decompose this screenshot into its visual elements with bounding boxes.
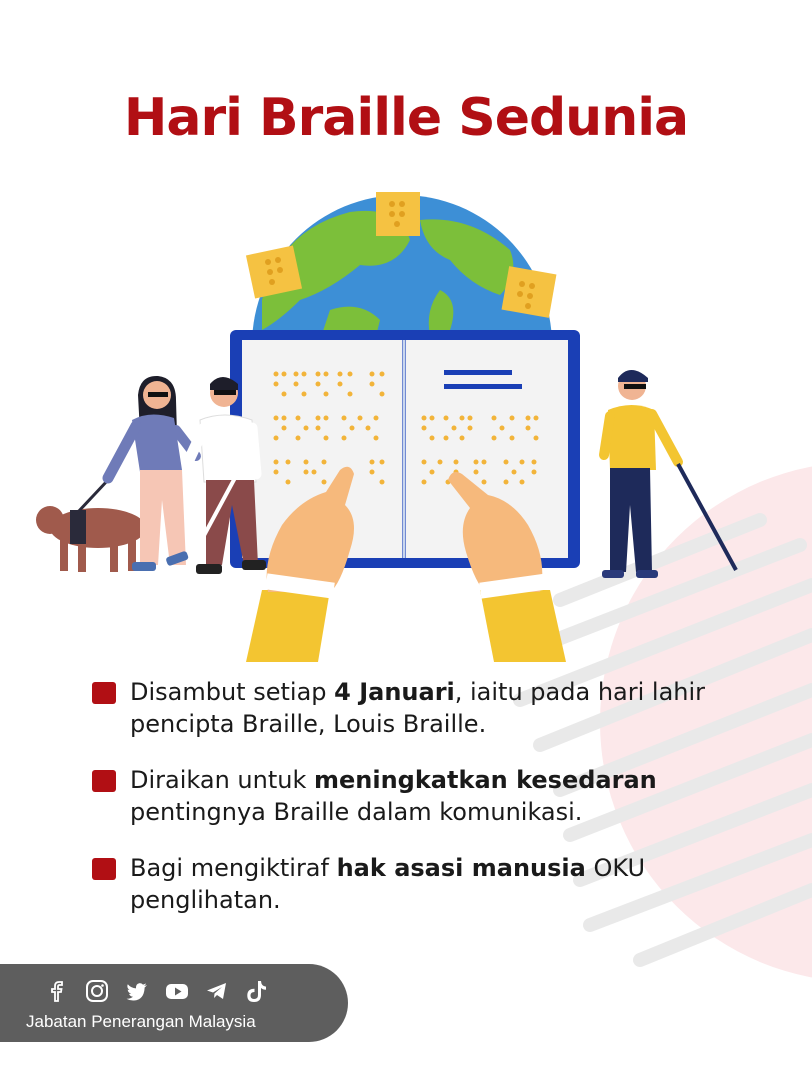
footer-bar xyxy=(0,964,348,1042)
info-bullet-list xyxy=(92,676,752,940)
bullet-marker xyxy=(92,682,116,704)
telegram-icon[interactable] xyxy=(204,978,230,1004)
youtube-icon[interactable] xyxy=(164,978,190,1004)
tiktok-icon[interactable] xyxy=(244,978,270,1004)
bullet-text-pre: Diraikan untuk xyxy=(130,766,314,794)
bullet-text-post: , iaitu pada hari lahir pencipta Braille, Louis Braille. xyxy=(130,678,706,738)
facebook-icon[interactable] xyxy=(44,978,70,1004)
bullet-text-pre: Disambut setiap xyxy=(130,678,335,706)
bullet-marker xyxy=(92,770,116,792)
page-title: Hari Braille Sedunia xyxy=(123,88,689,148)
bullet-item xyxy=(92,852,752,916)
twitter-icon[interactable] xyxy=(124,978,150,1004)
bullet-text-bold: meningkatkan kesedaran xyxy=(313,766,657,794)
bullet-item xyxy=(92,764,752,828)
bullet-text-bold: hak asasi manusia xyxy=(336,854,586,882)
man-with-cane-right xyxy=(602,370,736,578)
footer-label: Jabatan Penerangan Malaysia xyxy=(26,1012,256,1031)
social-icons xyxy=(44,978,270,1004)
bullet-text-bold: 4 Januari xyxy=(334,678,455,706)
guide-dog-icon xyxy=(36,480,158,572)
bullet-text-post: pentingnya Braille dalam komunikasi. xyxy=(130,798,583,826)
bullet-text-post: OKU penglihatan. xyxy=(130,854,646,914)
instagram-icon[interactable] xyxy=(84,978,110,1004)
bullet-text-pre: Bagi mengiktiraf xyxy=(130,854,337,882)
bullet-item xyxy=(92,676,752,740)
bullet-marker xyxy=(92,858,116,880)
